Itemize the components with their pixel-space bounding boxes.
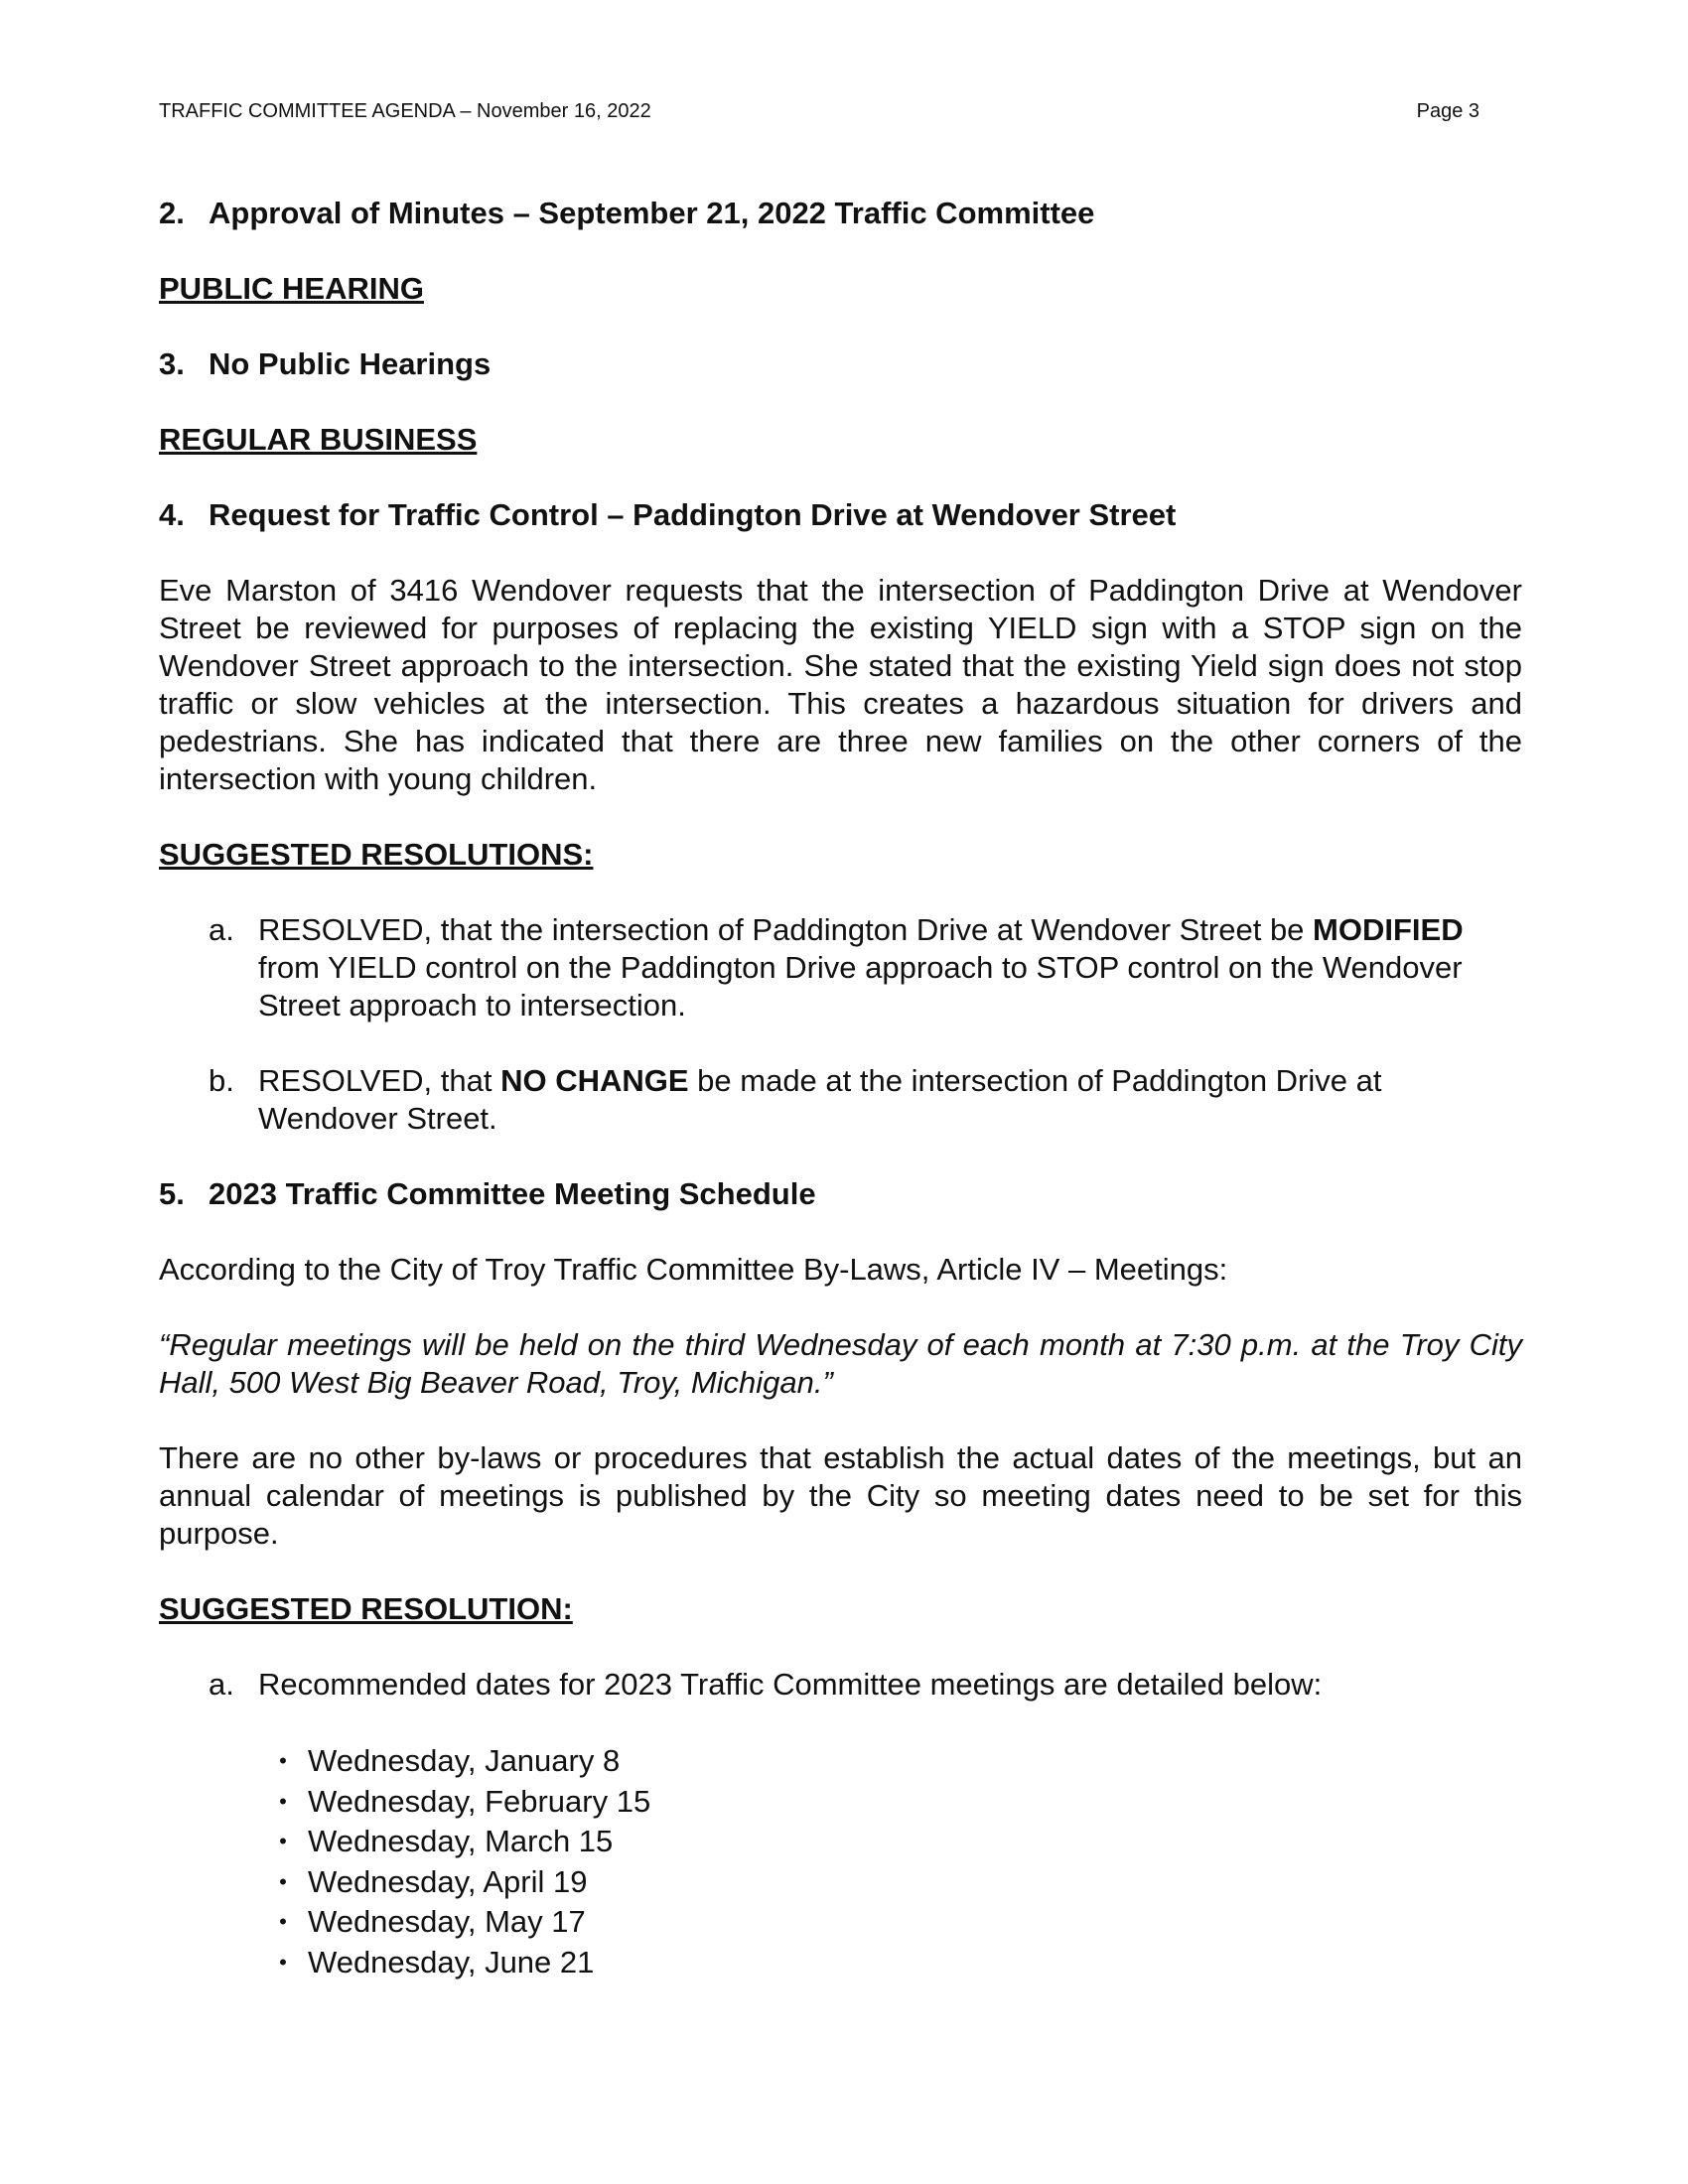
- list-item: [258, 1943, 1522, 1983]
- meeting-date: Wednesday, June 21: [308, 1944, 595, 1979]
- resolution-text-pre: RESOLVED, that the intersection of Paddington Drive at Wendover Street be: [258, 912, 1314, 947]
- item-2-heading: [159, 195, 1522, 232]
- agenda-content: [159, 195, 1522, 1982]
- resolution-a: [159, 911, 1522, 1024]
- bylaws-quote: “Regular meetings will be held on the third Wednesday of each month at 7:30 p.m. at the Troy City Hall, 500 West Big Beaver Road, Troy, Michigan.”: [159, 1327, 1522, 1400]
- resolution-text-post: from YIELD control on the Paddington Drive approach to STOP control on the Wendover Street approach to intersection.: [258, 950, 1463, 1023]
- resolution-text-pre: RESOLVED, that: [258, 1063, 501, 1098]
- item-number: 2.: [159, 196, 185, 230]
- item-title: 2023 Traffic Committee Meeting Schedule: [209, 1176, 816, 1211]
- item-number: 5.: [159, 1176, 185, 1211]
- bullet-icon: •: [279, 1949, 287, 1975]
- meeting-date: Wednesday, April 19: [308, 1863, 588, 1899]
- item-5-body: There are no other by-laws or procedures that establish the actual dates of the meetings, but an annual calendar of meetings is published by the City so meeting dates need to be set for this purpose.: [159, 1440, 1522, 1551]
- resolution-text-post: be made at the intersection of Paddington Drive at Wendover Street.: [258, 1063, 1382, 1136]
- resolution-keyword: NO CHANGE: [500, 1063, 689, 1098]
- suggested-resolutions-heading: SUGGESTED RESOLUTIONS:: [159, 837, 594, 872]
- list-item: [258, 1902, 1522, 1943]
- resolution-text: Recommended dates for 2023 Traffic Committee meetings are detailed below:: [258, 1667, 1323, 1702]
- item-number: 4.: [159, 497, 185, 532]
- bullet-icon: •: [279, 1868, 287, 1894]
- bullet-icon: •: [279, 1909, 287, 1934]
- resolution-b: [159, 1062, 1522, 1138]
- resolution-keyword: MODIFIED: [1313, 912, 1464, 947]
- page-header: [159, 98, 1479, 124]
- item-5-intro: According to the City of Troy Traffic Committee By-Laws, Article IV – Meetings:: [159, 1252, 1228, 1287]
- resolution-text: [258, 911, 1522, 1024]
- list-item: [258, 1782, 1522, 1823]
- bullet-icon: •: [279, 1748, 287, 1773]
- meeting-date: Wednesday, March 15: [308, 1824, 614, 1858]
- meeting-dates-list: [159, 1741, 1522, 1982]
- item-title: No Public Hearings: [209, 346, 492, 381]
- item-number: 3.: [159, 346, 185, 381]
- meeting-date: Wednesday, May 17: [308, 1904, 586, 1939]
- resolution-letter: a.: [209, 912, 234, 947]
- regular-business-heading: REGULAR BUSINESS: [159, 422, 478, 457]
- meeting-date: Wednesday, February 15: [308, 1783, 651, 1819]
- suggested-resolution-heading: SUGGESTED RESOLUTION:: [159, 1591, 573, 1626]
- list-item: [258, 1822, 1522, 1862]
- header-title: TRAFFIC COMMITTEE AGENDA – November 16, 2022: [159, 100, 651, 122]
- resolution-letter: a.: [209, 1667, 234, 1702]
- resolution-letter: b.: [209, 1063, 234, 1098]
- list-item: [258, 1741, 1522, 1782]
- resolution-text: [258, 1062, 1522, 1138]
- bullet-icon: •: [279, 1829, 287, 1853]
- list-item: [258, 1862, 1522, 1903]
- item-5-heading: [159, 1175, 1522, 1213]
- item-title: Approval of Minutes – September 21, 2022 Traffic Committee: [209, 196, 1095, 230]
- item-3-heading: [159, 345, 1522, 383]
- bullet-icon: •: [279, 1788, 287, 1814]
- public-hearing-heading: PUBLIC HEARING: [159, 271, 424, 306]
- item-title: Request for Traffic Control – Paddington Drive at Wendover Street: [209, 497, 1177, 532]
- item-4-heading: [159, 496, 1522, 534]
- meeting-date: Wednesday, January 8: [308, 1743, 621, 1778]
- item-4-body: Eve Marston of 3416 Wendover requests that the intersection of Paddington Drive at Wendover Street be reviewed for purposes of replacing the existing YIELD sign with a STOP sign on the Wendover Street approach to the intersection. She stated that the existing Yield sign does not stop traffic or slow vehicles at the intersection. This creates a hazardous situation for drivers and pedestrians. She has indicated that there are three new families on the other corners of the intersection with young children.: [159, 573, 1522, 796]
- page-number: Page 3: [1416, 100, 1479, 122]
- resolution-a: [159, 1666, 1522, 1704]
